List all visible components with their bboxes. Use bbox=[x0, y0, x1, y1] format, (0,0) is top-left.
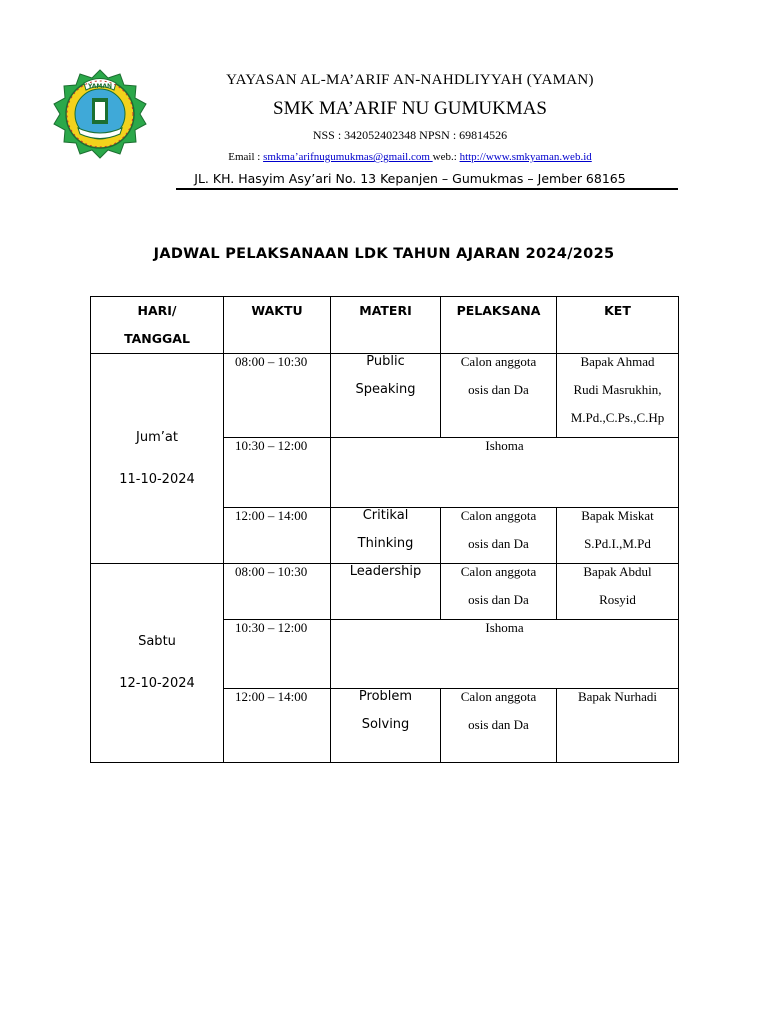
foundation-name: YAYASAN AL-MA’ARIF AN-NAHDLIYYAH (YAMAN) bbox=[226, 72, 594, 88]
header-topic: MATERI bbox=[331, 297, 441, 354]
topic-cell: Public Speaking bbox=[331, 354, 441, 438]
executor-cell: Calon anggota osis dan Da bbox=[441, 354, 557, 438]
logo-banner-text: YAMAN bbox=[87, 83, 113, 90]
website-link[interactable]: http://www.smkyaman.web.id bbox=[459, 151, 592, 163]
note-cell: Bapak Miskat S.Pd.I.,M.Pd bbox=[557, 508, 679, 564]
school-address: JL. KH. Hasyim Asy’ari No. 13 Kepanjen – Gumukmas – Jember 68165 bbox=[194, 171, 626, 186]
break-cell: Ishoma bbox=[331, 620, 679, 689]
header-time: WAKTU bbox=[224, 297, 331, 354]
break-cell: Ishoma bbox=[331, 438, 679, 508]
note-cell: Bapak Nurhadi bbox=[557, 689, 679, 763]
time-cell: 08:00 – 10:30 bbox=[224, 354, 331, 438]
header-note: KET bbox=[557, 297, 679, 354]
web-label: web.: bbox=[432, 151, 460, 163]
time-cell: 12:00 – 14:00 bbox=[224, 689, 331, 763]
topic-cell: Problem Solving bbox=[331, 689, 441, 763]
email-label: Email : bbox=[228, 151, 264, 163]
note-cell: Bapak Abdul Rosyid bbox=[557, 564, 679, 620]
day-cell: Sabtu 12-10-2024 bbox=[91, 564, 224, 763]
topic-cell: Leadership bbox=[331, 564, 441, 620]
contact-line bbox=[120, 151, 700, 163]
table-row bbox=[91, 564, 679, 620]
email-link[interactable]: smkma’arifnugumukmas@gmail.com bbox=[263, 151, 433, 163]
table-header-row bbox=[91, 297, 679, 354]
executor-cell: Calon anggota osis dan Da bbox=[441, 689, 557, 763]
table-row bbox=[91, 354, 679, 438]
schedule-table bbox=[90, 296, 679, 763]
time-cell: 08:00 – 10:30 bbox=[224, 564, 331, 620]
executor-cell: Calon anggota osis dan Da bbox=[441, 564, 557, 620]
time-cell: 12:00 – 14:00 bbox=[224, 508, 331, 564]
executor-cell: Calon anggota osis dan Da bbox=[441, 508, 557, 564]
school-ids: NSS : 342052402348 NPSN : 69814526 bbox=[312, 128, 508, 142]
document-title: JADWAL PELAKSANAAN LDK TAHUN AJARAN 2024/2025 bbox=[153, 246, 615, 262]
header-day-date: HARI/ TANGGAL bbox=[91, 297, 224, 354]
time-cell: 10:30 – 12:00 bbox=[224, 620, 331, 689]
day-cell: Jum’at 11-10-2024 bbox=[91, 354, 224, 564]
header-executor: PELAKSANA bbox=[441, 297, 557, 354]
header-divider bbox=[176, 188, 678, 190]
topic-cell: Critikal Thinking bbox=[331, 508, 441, 564]
time-cell: 10:30 – 12:00 bbox=[224, 438, 331, 508]
school-name: SMK MA’ARIF NU GUMUKMAS bbox=[273, 98, 547, 119]
note-cell: Bapak Ahmad Rudi Masrukhin, M.Pd.,C.Ps.,C.Hp bbox=[557, 354, 679, 438]
